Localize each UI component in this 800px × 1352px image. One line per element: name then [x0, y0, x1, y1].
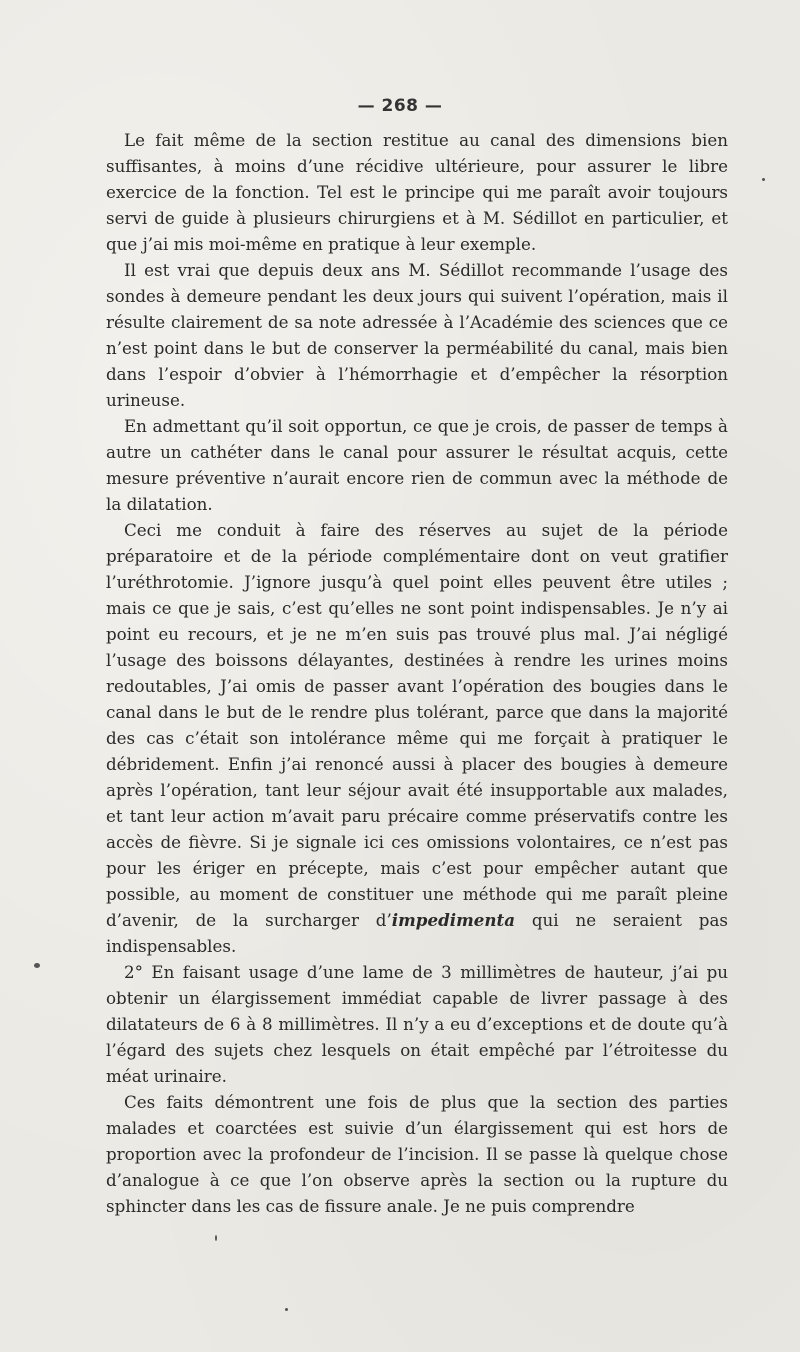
paragraph-2: Il est vrai que depuis deux ans M. Sédillot recommande l’usage des sondes à demeure pendant les deux jours qui suivent l’opération, mais il résulte clairement de sa note adressée à l’Académie des sciences que ce n’est point dans le but de conserver la perméabilité du canal, mais bien dans l’espoir d’obvier à l’hémorrhagie et d’empêcher la résorption urineuse. — [106, 260, 728, 410]
paragraph-3: En admettant qu’il soit opportun, ce que je crois, de passer de temps à autre un cathéter dans le canal pour assurer le résultat acquis, cette mesure préventive n’aurait encore rien de commun avec la méthode de la dilatation. — [106, 416, 728, 514]
ink-speck — [215, 1235, 217, 1241]
ink-speck — [762, 178, 765, 181]
ink-speck — [285, 1308, 288, 1311]
italic-term: impedimenta — [391, 910, 516, 930]
paragraph-6: Ces faits démontrent une fois de plus que la section des parties malades et coarctées est suivie d’un élargissement qui est hors de proportion avec la profondeur de l’incision. Il se passe là quelque chose d’analogue à ce que l’on observe après la section ou la rupture du sphincter dans les cas de fissure anale. Je ne puis comprendre — [106, 1092, 728, 1216]
body-text — [106, 127, 728, 1219]
paragraph-4-tail: qui ne seraient pas indispensables. — [106, 910, 728, 956]
paragraph-4 — [106, 517, 728, 959]
paragraph-1: Le fait même de la section restitue au canal des dimensions bien suffisantes, à moins d’une récidive ultérieure, pour assurer le libre exercice de la fonction. Tel est le principe qui me paraît avoir toujours servi de guide à plusieurs chirurgiens et à M. Sédillot en particulier, et que j’ai mis moi-même en pratique à leur exemple. — [106, 130, 728, 254]
ink-speck — [34, 963, 40, 968]
paragraph-4-text: Ceci me conduit à faire des réserves au sujet de la période préparatoire et de la période complémentaire dont on veut gratifier l’uréthrotomie. J’ignore jusqu’à quel point elles peuvent être utiles ; mais ce que je sais, c’est qu’elles ne sont point indispensables. Je n’y ai point eu recours, et je ne m’en suis pas trouvé plus mal. J’ai négligé l’usage des boissons délayantes, destinées à rendre les urines moins redoutables, J’ai omis de passer avant l’opération des bougies dans le canal dans le but de le rendre plus tolérant, parce que dans la majorité des cas c’était son intolérance même qui me forçait à pratiquer le débridement. Enfin j’ai renoncé aussi à placer des bougies à demeure après l’opération, tant leur séjour avait été insupportable aux malades, et tant leur action m’avait paru précaire comme préservatifs contre les accès de fièvre. Si je signale ici ces omissions volontaires, ce n’est pas pour les ériger en précepte, mais c’est pour empêcher autant que possible, au moment de constituer une méthode qui me paraît pleine d’avenir, de la surcharger d’ — [106, 520, 728, 930]
page-number: — 268 — — [357, 96, 443, 116]
paragraph-5: 2° En faisant usage d’une lame de 3 millimètres de hauteur, j’ai pu obtenir un élargissement immédiat capable de livrer passage à des dilatateurs de 6 à 8 millimètres. Il n’y a eu d’exceptions et de doute qu’à l’égard des sujets chez lesquels on était empêché par l’étroitesse du méat urinaire. — [106, 962, 728, 1086]
